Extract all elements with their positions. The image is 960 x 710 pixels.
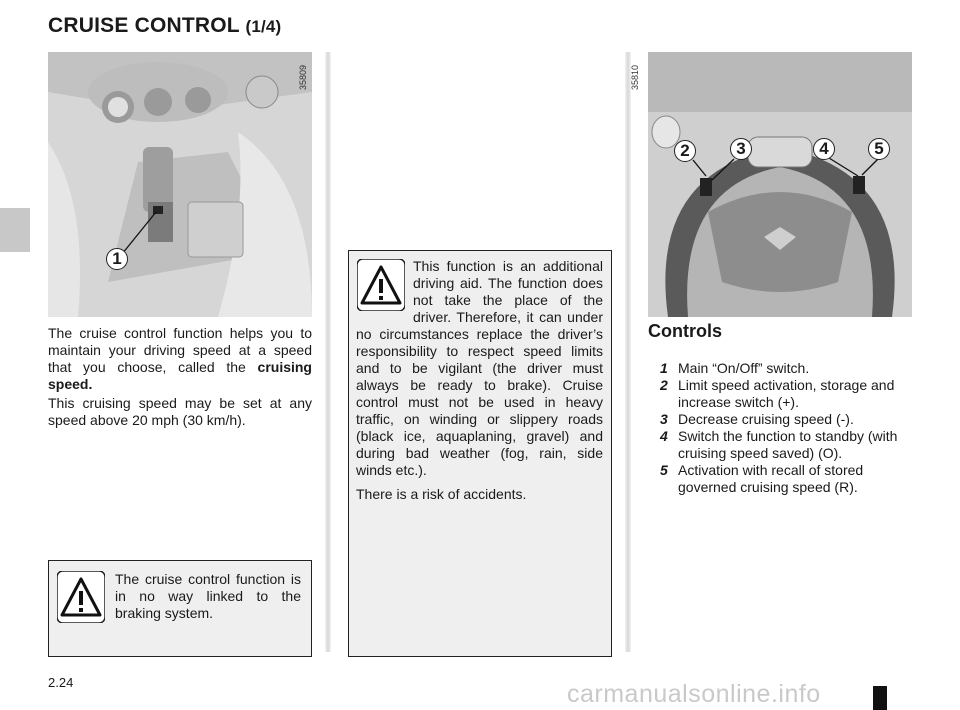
callout-3: 3 bbox=[730, 138, 752, 160]
controls-list bbox=[660, 360, 912, 496]
list-item: 3 Decrease cruising speed (-). bbox=[660, 411, 854, 427]
list-item: 4 Switch the function to standby (with cruising speed saved) (O). bbox=[660, 428, 898, 461]
console-photo bbox=[48, 52, 312, 317]
warning-box-driving-aid bbox=[348, 250, 612, 657]
warning-icon bbox=[57, 571, 105, 623]
footer-marker bbox=[873, 686, 887, 710]
steering-wheel-photo bbox=[648, 52, 912, 317]
callout-5: 5 bbox=[868, 138, 890, 160]
intro-paragraph-2: This cruising speed may be set at any speed above 20 mph (30 km/h). bbox=[48, 395, 312, 428]
cruising-speed-term: cruising speed. bbox=[48, 359, 312, 392]
column-divider-right bbox=[625, 52, 631, 652]
warning-box-braking bbox=[48, 560, 312, 657]
warning-braking-text: The cruise control function is in no way linked to the braking system. bbox=[115, 571, 301, 621]
watermark: carmanualsonline.info bbox=[567, 680, 821, 708]
callout-4: 4 bbox=[813, 138, 835, 160]
controls-heading: Controls bbox=[648, 321, 722, 341]
page-number: 2.24 bbox=[48, 675, 74, 690]
page-title bbox=[48, 14, 281, 38]
column-divider-left bbox=[325, 52, 331, 652]
chapter-tab bbox=[0, 208, 30, 252]
list-item: 1 Main “On/Off” switch. bbox=[660, 360, 810, 376]
title-suffix: (1/4) bbox=[245, 17, 282, 36]
title-text: CRUISE CONTROL bbox=[48, 14, 240, 37]
warning-driving-aid-text: This function is an additional driving aid. The function does not take the place of the driver. Therefore, it can under no circumstances replace the driver’s responsibility to respect speed limits and to be vigilant (the driver must always be ready to brake). Cruise control must not be used in heavy traffic, on winding or slippery roads (black ice, aquaplaning, gravel) and during bad weather (fog, rain, side winds etc.). There is a risk of accidents. bbox=[356, 258, 603, 502]
warning-accident-risk: There is a risk of accidents. bbox=[356, 486, 527, 502]
list-item: 5 Activation with recall of stored governed cruising speed (R). bbox=[660, 462, 864, 495]
list-item: 2 Limit speed activation, storage and increase switch (+). bbox=[660, 377, 895, 410]
callout-1: 1 bbox=[106, 248, 128, 270]
photo-code-left: 35809 bbox=[298, 64, 308, 90]
callout-2: 2 bbox=[674, 140, 696, 162]
intro-paragraph-1: The cruise control function helps you to maintain your driving speed at a speed that you choose, called the cruising speed. bbox=[48, 325, 312, 392]
photo-code-right: 35810 bbox=[630, 64, 640, 90]
